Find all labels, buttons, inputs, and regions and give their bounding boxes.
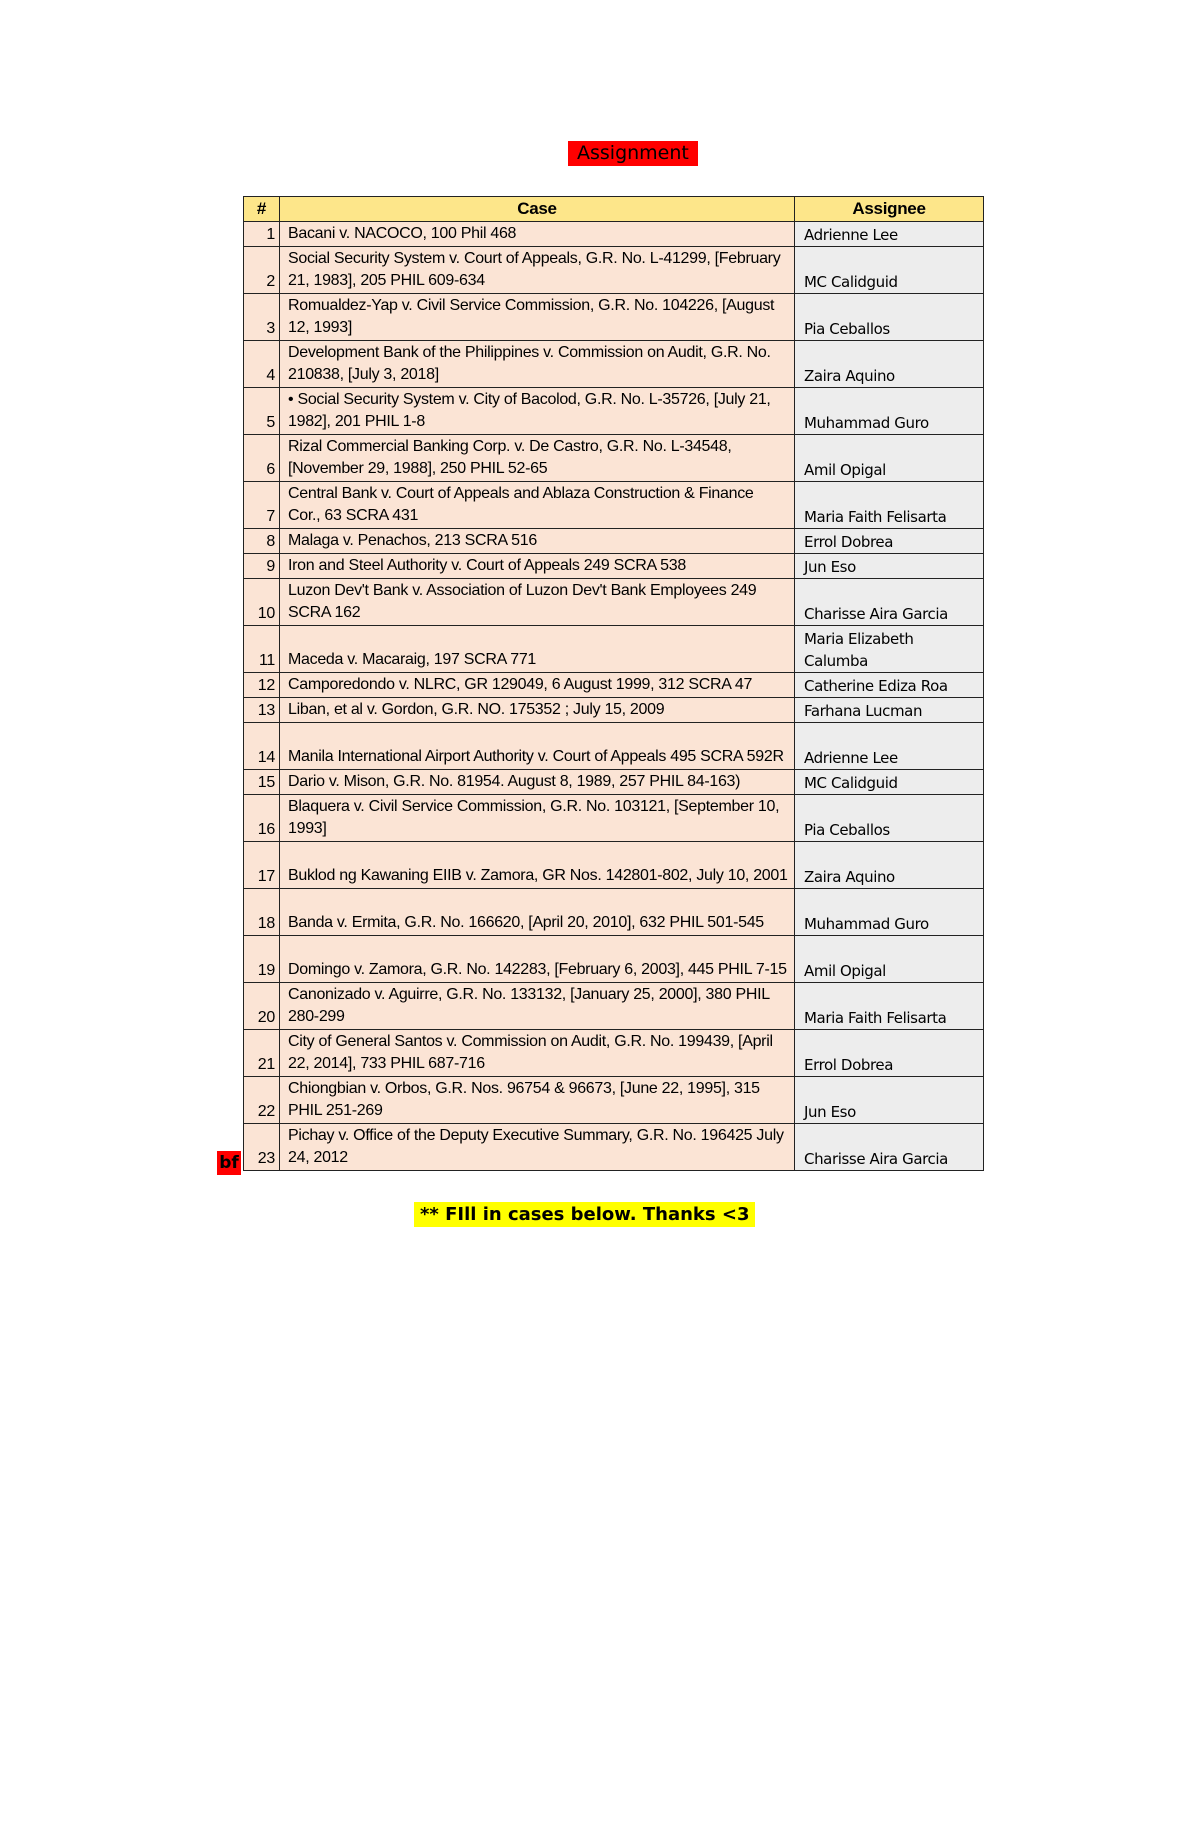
- header-case: Case: [280, 197, 795, 222]
- cases-table: [243, 196, 984, 1171]
- table-row: [244, 435, 984, 482]
- row-number: 13: [244, 698, 280, 723]
- assignee-cell[interactable]: MC Calidguid: [795, 247, 984, 294]
- table-header-row: [244, 197, 984, 222]
- table-row: [244, 983, 984, 1030]
- row-number: 1: [244, 222, 280, 247]
- assignee-cell[interactable]: Amil Opigal: [795, 936, 984, 983]
- table-row: [244, 673, 984, 698]
- assignee-cell[interactable]: Farhana Lucman: [795, 698, 984, 723]
- case-cell[interactable]: Social Security System v. Court of Appeals, G.R. No. L-41299, [February 21, 1983], 205 PHIL 609-634: [280, 247, 795, 294]
- table-row: [244, 341, 984, 388]
- row-number: 12: [244, 673, 280, 698]
- table-row: [244, 388, 984, 435]
- assignee-cell[interactable]: Adrienne Lee: [795, 723, 984, 770]
- case-cell[interactable]: • Social Security System v. City of Bacolod, G.R. No. L-35726, [July 21, 1982], 201 PHIL 1-8: [280, 388, 795, 435]
- row-number: 18: [244, 889, 280, 936]
- table-row: [244, 842, 984, 889]
- row-number: 19: [244, 936, 280, 983]
- assignee-cell[interactable]: Zaira Aquino: [795, 341, 984, 388]
- case-cell[interactable]: Manila International Airport Authority v. Court of Appeals 495 SCRA 592R: [280, 723, 795, 770]
- row-number: 22: [244, 1077, 280, 1124]
- table-row: [244, 936, 984, 983]
- case-cell[interactable]: Domingo v. Zamora, G.R. No. 142283, [February 6, 2003], 445 PHIL 7-15: [280, 936, 795, 983]
- row-number: 15: [244, 770, 280, 795]
- row-number: 21: [244, 1030, 280, 1077]
- case-cell[interactable]: Banda v. Ermita, G.R. No. 166620, [April 20, 2010], 632 PHIL 501-545: [280, 889, 795, 936]
- assignee-cell[interactable]: Jun Eso: [795, 554, 984, 579]
- table-row: [244, 1124, 984, 1171]
- case-cell[interactable]: Malaga v. Penachos, 213 SCRA 516: [280, 529, 795, 554]
- case-cell[interactable]: Chiongbian v. Orbos, G.R. Nos. 96754 & 96673, [June 22, 1995], 315 PHIL 251-269: [280, 1077, 795, 1124]
- table-row: [244, 770, 984, 795]
- case-cell[interactable]: City of General Santos v. Commission on Audit, G.R. No. 199439, [April 22, 2014], 733 PHIL 687-716: [280, 1030, 795, 1077]
- case-cell[interactable]: Romualdez-Yap v. Civil Service Commission, G.R. No. 104226, [August 12, 1993]: [280, 294, 795, 341]
- bf-marker: bf: [217, 1151, 241, 1175]
- assignee-cell[interactable]: Muhammad Guro: [795, 388, 984, 435]
- footer-note: ** FIll in cases below. Thanks <3: [414, 1202, 755, 1227]
- table-row: [244, 294, 984, 341]
- table-row: [244, 1077, 984, 1124]
- case-cell[interactable]: Rizal Commercial Banking Corp. v. De Castro, G.R. No. L-34548, [November 29, 1988], 250 PHIL 52-65: [280, 435, 795, 482]
- assignee-cell[interactable]: Catherine Ediza Roa: [795, 673, 984, 698]
- table-row: [244, 1030, 984, 1077]
- row-number: 20: [244, 983, 280, 1030]
- table-row: [244, 795, 984, 842]
- table-row: [244, 247, 984, 294]
- assignee-cell[interactable]: Maria Elizabeth Calumba: [795, 626, 984, 673]
- table-row: [244, 482, 984, 529]
- table-row: [244, 222, 984, 247]
- assignee-cell[interactable]: Pia Ceballos: [795, 795, 984, 842]
- case-cell[interactable]: Dario v. Mison, G.R. No. 81954. August 8, 1989, 257 PHIL 84-163): [280, 770, 795, 795]
- case-cell[interactable]: Bacani v. NACOCO, 100 Phil 468: [280, 222, 795, 247]
- row-number: 7: [244, 482, 280, 529]
- case-cell[interactable]: Canonizado v. Aguirre, G.R. No. 133132, [January 25, 2000], 380 PHIL 280-299: [280, 983, 795, 1030]
- assignee-cell[interactable]: Maria Faith Felisarta: [795, 482, 984, 529]
- assignee-cell[interactable]: Errol Dobrea: [795, 1030, 984, 1077]
- row-number: 3: [244, 294, 280, 341]
- table-row: [244, 579, 984, 626]
- case-cell[interactable]: Maceda v. Macaraig, 197 SCRA 771: [280, 626, 795, 673]
- assignee-cell[interactable]: Jun Eso: [795, 1077, 984, 1124]
- case-cell[interactable]: Blaquera v. Civil Service Commission, G.R. No. 103121, [September 10, 1993]: [280, 795, 795, 842]
- row-number: 2: [244, 247, 280, 294]
- table-row: [244, 889, 984, 936]
- case-cell[interactable]: Central Bank v. Court of Appeals and Ablaza Construction & Finance Cor., 63 SCRA 431: [280, 482, 795, 529]
- assignee-cell[interactable]: Amil Opigal: [795, 435, 984, 482]
- row-number: 16: [244, 795, 280, 842]
- table-row: [244, 723, 984, 770]
- case-cell[interactable]: Camporedondo v. NLRC, GR 129049, 6 August 1999, 312 SCRA 47: [280, 673, 795, 698]
- row-number: 23: [244, 1124, 280, 1171]
- case-cell[interactable]: Pichay v. Office of the Deputy Executive Summary, G.R. No. 196425 July 24, 2012: [280, 1124, 795, 1171]
- assignee-cell[interactable]: Errol Dobrea: [795, 529, 984, 554]
- table-row: [244, 698, 984, 723]
- assignee-cell[interactable]: Adrienne Lee: [795, 222, 984, 247]
- header-number: #: [244, 197, 280, 222]
- case-cell[interactable]: Iron and Steel Authority v. Court of Appeals 249 SCRA 538: [280, 554, 795, 579]
- assignee-cell[interactable]: Charisse Aira Garcia: [795, 579, 984, 626]
- row-number: 5: [244, 388, 280, 435]
- assignee-cell[interactable]: Zaira Aquino: [795, 842, 984, 889]
- row-number: 9: [244, 554, 280, 579]
- table-body: [244, 222, 984, 1171]
- document-title: Assignment: [568, 141, 698, 166]
- case-cell[interactable]: Liban, et al v. Gordon, G.R. NO. 175352 ; July 15, 2009: [280, 698, 795, 723]
- table-row: [244, 529, 984, 554]
- header-assignee: Assignee: [795, 197, 984, 222]
- row-number: 10: [244, 579, 280, 626]
- row-number: 17: [244, 842, 280, 889]
- table-row: [244, 554, 984, 579]
- row-number: 14: [244, 723, 280, 770]
- table-row: [244, 626, 984, 673]
- assignee-cell[interactable]: MC Calidguid: [795, 770, 984, 795]
- row-number: 8: [244, 529, 280, 554]
- case-cell[interactable]: Luzon Dev't Bank v. Association of Luzon Dev't Bank Employees 249 SCRA 162: [280, 579, 795, 626]
- case-cell[interactable]: Development Bank of the Philippines v. Commission on Audit, G.R. No. 210838, [July 3, 2018]: [280, 341, 795, 388]
- assignee-cell[interactable]: Muhammad Guro: [795, 889, 984, 936]
- case-cell[interactable]: Buklod ng Kawaning EIIB v. Zamora, GR Nos. 142801-802, July 10, 2001: [280, 842, 795, 889]
- assignee-cell[interactable]: Pia Ceballos: [795, 294, 984, 341]
- row-number: 4: [244, 341, 280, 388]
- row-number: 6: [244, 435, 280, 482]
- row-number: 11: [244, 626, 280, 673]
- assignee-cell[interactable]: Maria Faith Felisarta: [795, 983, 984, 1030]
- assignee-cell[interactable]: Charisse Aira Garcia: [795, 1124, 984, 1171]
